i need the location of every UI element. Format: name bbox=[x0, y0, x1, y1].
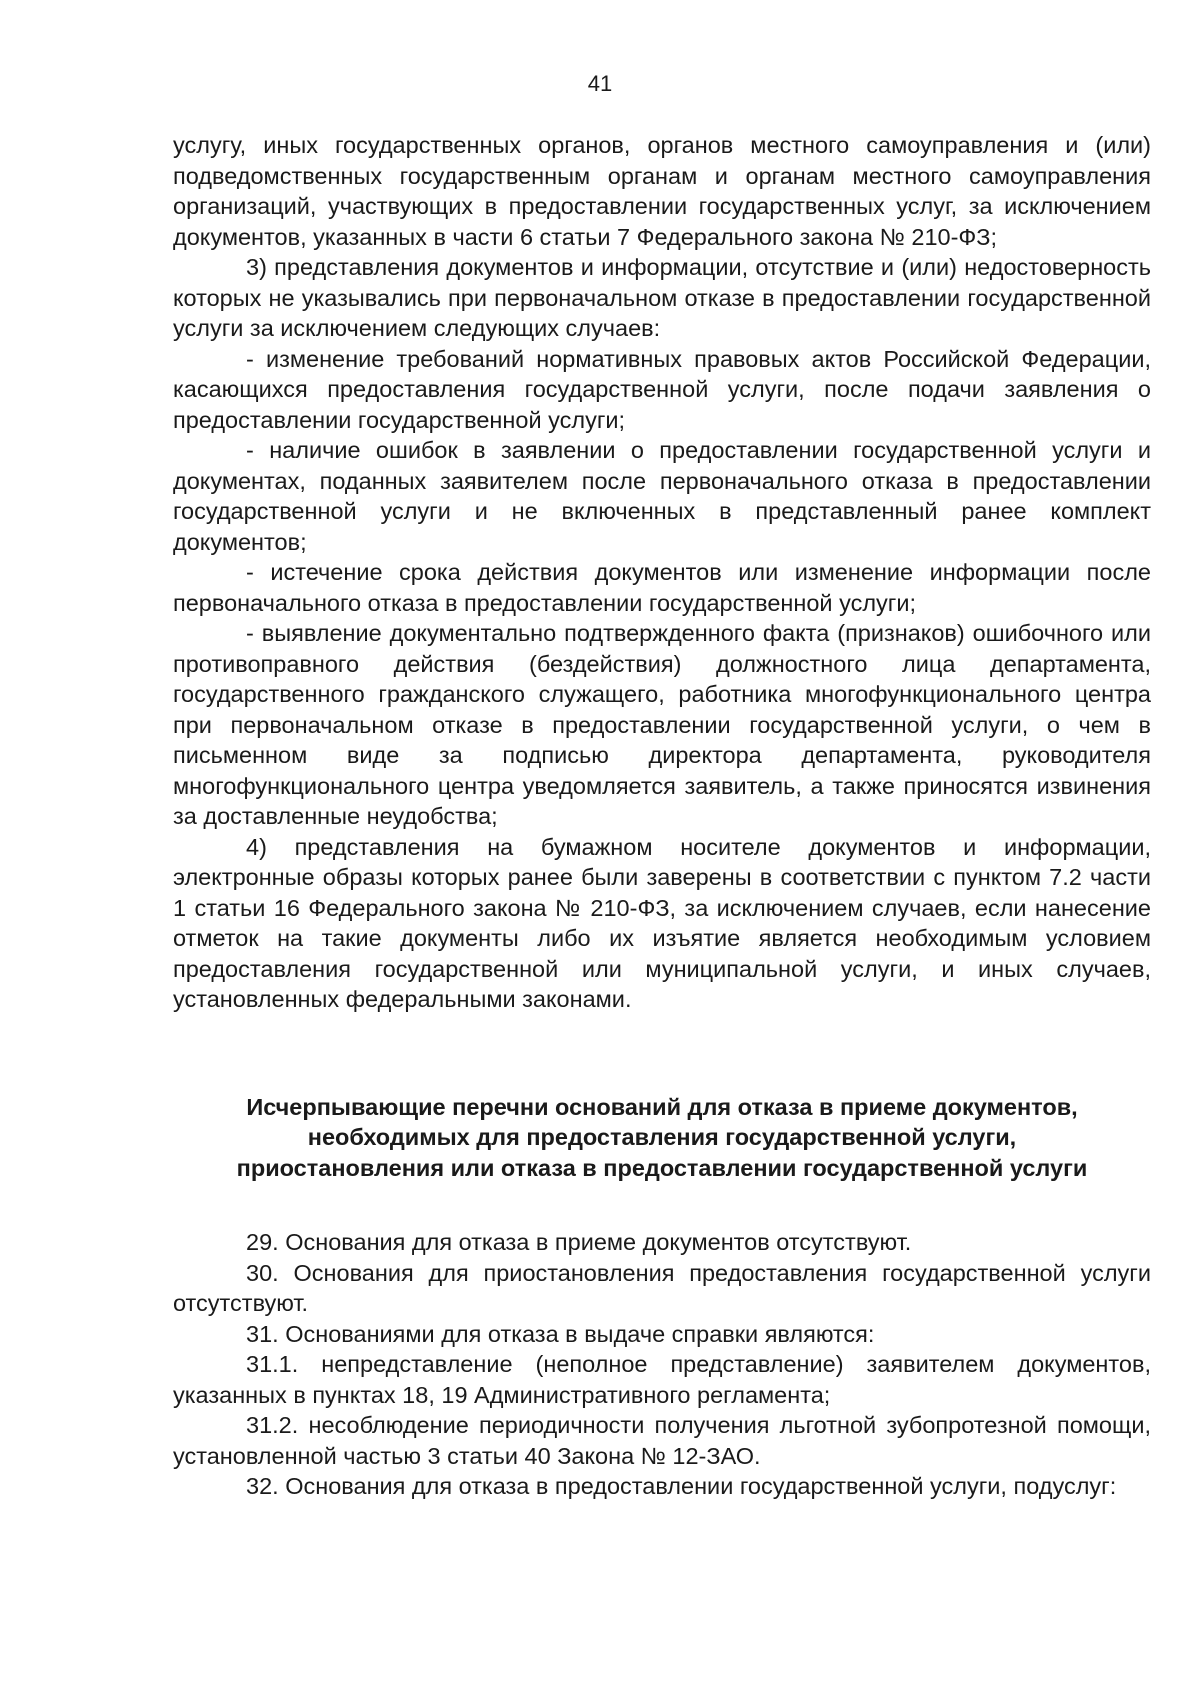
paragraph-31-2: 31.2. несоблюдение периодичности получения льготной зубопротезной помощи, установленной частью 3 статьи 40 Закона № 12-ЗАО. bbox=[173, 1412, 1151, 1469]
paragraph-item-3: 3) представления документов и информации, отсутствие и (или) недостоверность которых не указывались при первоначальном отказе в предоставлении государственной услуги за исключением следующих случаев: bbox=[173, 254, 1151, 341]
paragraph-dash-requirements-change: - изменение требований нормативных правовых актов Российской Федерации, касающихся предоставления государственной услуги, после подачи заявления о предоставлении государственной услуги; bbox=[173, 345, 1151, 433]
paragraph-32: 32. Основания для отказа в предоставлении государственной услуги, подуслуг: bbox=[246, 1473, 1117, 1499]
paragraph-30: 30. Основания для приостановления предоставления государственной услуги отсутствуют. bbox=[173, 1259, 1151, 1316]
paragraph-dash-errors: - наличие ошибок в заявлении о предоставлении государственной услуги и документах, поданных заявителем после первоначального отказа в предоставлении государственной услуги и не включенных в представленный ранее комплект документов; bbox=[173, 437, 1151, 555]
paragraph-dash-expiry: - истечение срока действия документов или изменение информации после первоначального отказа в предоставлении государственной услуги; bbox=[173, 559, 1151, 616]
document-body bbox=[173, 130, 1151, 1502]
paragraph-29: 29. Основания для отказа в приеме документов отсутствуют. bbox=[246, 1229, 912, 1255]
paragraph-dash-misconduct: - выявление документально подтвержденного факта (признаков) ошибочного или противоправного действия (бездействия) должностного лица департамента, государственного гражданского служащего, работника многофункционального центра при первоначальном отказе в предоставлении государственной услуги, о чем в письменном виде за подписью директора департамента, руководителя многофункционального центра уведомляется заявитель, а также приносятся извинения за доставленные неудобства; bbox=[173, 620, 1151, 829]
paragraph-31-1: 31.1. непредставление (неполное представление) заявителем документов, указанных в пунктах 18, 19 Административного регламента; bbox=[173, 1351, 1151, 1408]
paragraph-item-4: 4) представления на бумажном носителе документов и информации, электронные образы которых ранее были заверены в соответствии с пунктом 7.2 части 1 статьи 16 Федерального закона № 210-ФЗ, за исключением случаев, если нанесение отметок на такие документы либо их изъятие является необходимым условием предоставления государственной или муниципальной услуги, и иных случаев, установленных федеральными законами. bbox=[173, 833, 1151, 1012]
section-heading: Исчерпывающие перечни оснований для отказа в приеме документов, необходимых для предоставления государственной услуги, приостановления или отказа в предоставлении государственной услуги bbox=[236, 1093, 1088, 1181]
page-number: 41 bbox=[587, 71, 613, 96]
paragraph-continuation: услугу, иных государственных органов, органов местного самоуправления и (или) подведомственных государственным органам и органам местного самоуправления организаций, участвующих в предоставлении государственных услуг, за исключением документов, указанных в части 6 статьи 7 Федерального закона № 210-ФЗ; bbox=[173, 132, 1151, 250]
paragraph-31: 31. Основаниями для отказа в выдаче справки являются: bbox=[246, 1320, 875, 1347]
